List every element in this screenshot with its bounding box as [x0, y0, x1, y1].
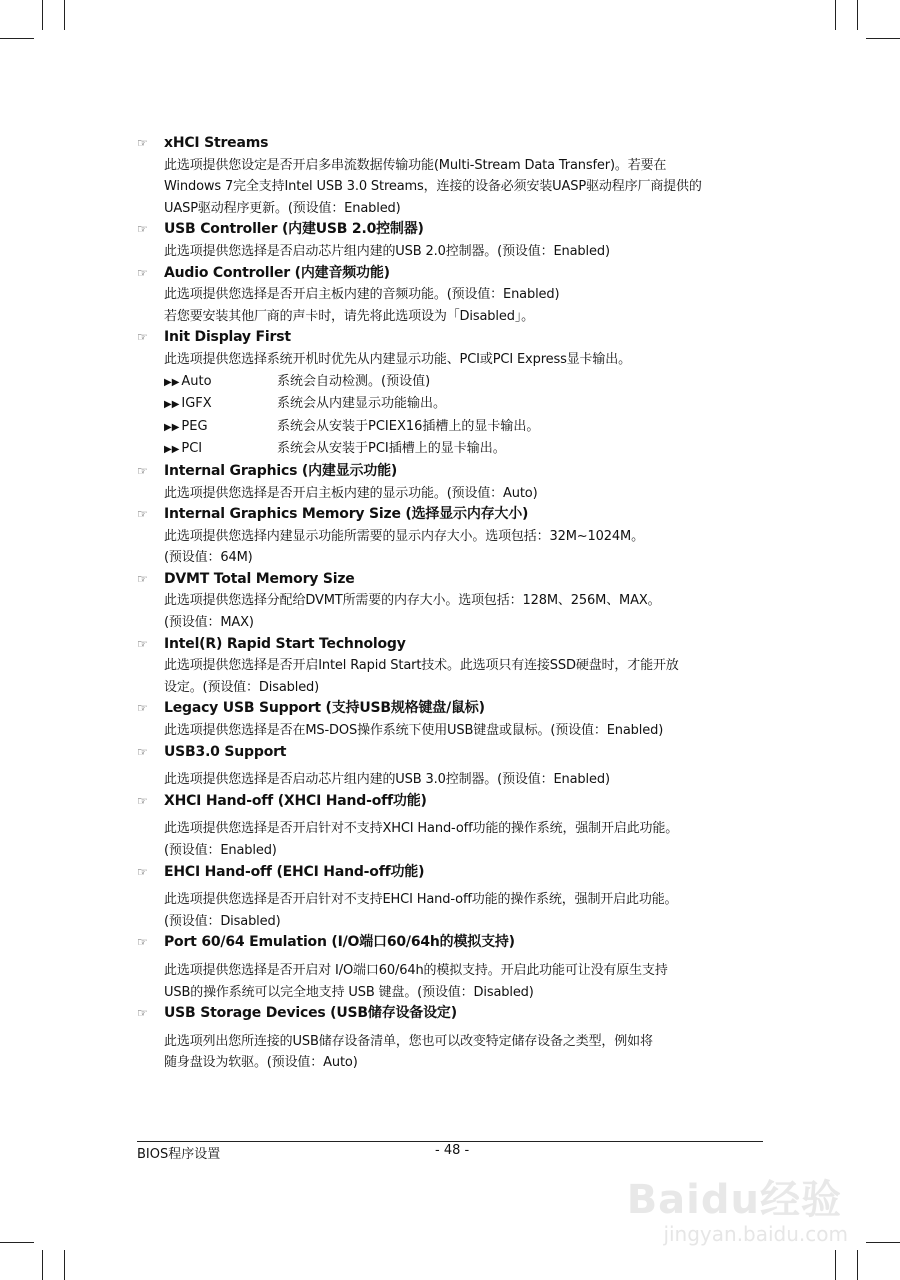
- option-description: 系统会自动检测。(预设值): [277, 373, 431, 389]
- pointing-hand-icon: ☞: [137, 571, 148, 586]
- pointing-hand-icon: ☞: [137, 1006, 148, 1021]
- crop-mark: [835, 1250, 836, 1280]
- setting-title: Port 60/64 Emulation (I/O端口60/64h的模拟支持): [164, 934, 515, 951]
- crop-mark: [0, 38, 34, 39]
- setting-title: xHCI Streams: [164, 135, 269, 151]
- setting-description: 此选项提供您选择是否启动芯片组内建的USB 3.0控制器。(预设值：Enabled): [164, 772, 610, 788]
- pointing-hand-icon: ☞: [137, 507, 148, 522]
- option-name: Auto: [181, 373, 212, 389]
- pointing-hand-icon: ☞: [137, 330, 148, 345]
- setting-item: [137, 133, 777, 219]
- setting-item: [137, 461, 777, 504]
- setting-item: [137, 263, 777, 328]
- double-arrow-icon: ▶▶: [164, 421, 180, 433]
- setting-description: 此选项提供您选择是否在MS-DOS操作系统下使用USB键盘或鼠标。(预设值：Enabled): [164, 723, 664, 739]
- setting-item: [137, 791, 777, 862]
- crop-mark: [64, 1250, 65, 1280]
- pointing-hand-icon: ☞: [137, 265, 148, 280]
- setting-item: [137, 862, 777, 933]
- setting-description: 此选项提供您设定是否开启多串流数据传输功能(Multi-Stream Data Transfer)。若要在: [164, 157, 667, 173]
- setting-description: 若您要安装其他厂商的声卡时，请先将此选项设为「Disabled」。: [164, 308, 535, 324]
- option-description: 系统会从内建显示功能输出。: [277, 396, 447, 412]
- setting-item: [137, 742, 777, 791]
- setting-item: [137, 634, 777, 699]
- setting-description: 此选项列出您所连接的USB储存设备清单，您也可以改变特定储存设备之类型，例如将: [164, 1033, 653, 1049]
- setting-title: EHCI Hand-off (EHCI Hand-off功能): [164, 863, 425, 880]
- option-row: [164, 416, 777, 439]
- setting-title: USB Controller (内建USB 2.0控制器): [164, 221, 424, 238]
- crop-mark: [857, 1250, 858, 1280]
- setting-item: [137, 327, 777, 461]
- option-name: PCI: [181, 441, 203, 457]
- setting-title: Internal Graphics Memory Size (选择显示内存大小): [164, 506, 529, 523]
- double-arrow-icon: ▶▶: [164, 376, 180, 388]
- setting-description: 此选项提供您选择是否开启对 I/O端口60/64h的模拟支持。开启此功能可让没有原生支持: [164, 962, 668, 978]
- option-name: PEG: [181, 418, 208, 434]
- setting-item: [137, 1003, 777, 1074]
- footer-section-title: BIOS程序设置: [137, 1147, 221, 1162]
- setting-description: 此选项提供您选择分配给DVMT所需要的内存大小。选项包括：128M、256M、MAX。: [164, 593, 661, 609]
- setting-description: 此选项提供您选择内建显示功能所需要的显示内存大小。选项包括：32M~1024M。: [164, 528, 644, 544]
- setting-description: 随身盘设为软驱。(预设值：Auto): [164, 1055, 358, 1071]
- crop-mark: [866, 1242, 900, 1243]
- setting-description: 此选项提供您选择是否开启主板内建的音频功能。(预设值：Enabled): [164, 287, 560, 303]
- pointing-hand-icon: ☞: [137, 222, 148, 237]
- crop-mark: [42, 0, 43, 30]
- setting-item: [137, 504, 777, 569]
- option-description: 系统会从安装于PCI插槽上的显卡输出。: [277, 441, 506, 457]
- setting-description: 此选项提供您选择是否开启针对不支持EHCI Hand-off功能的操作系统，强制开启此功能。: [164, 892, 678, 908]
- page-footer: [137, 1141, 763, 1162]
- bios-settings-list: [137, 133, 777, 1074]
- setting-description: (预设值：MAX): [164, 615, 254, 631]
- page-number: - 48 -: [435, 1143, 470, 1158]
- setting-description: UASP驱动程序更新。(预设值：Enabled): [164, 200, 401, 216]
- pointing-hand-icon: ☞: [137, 935, 148, 950]
- setting-description: (预设值：Enabled): [164, 843, 277, 858]
- option-description: 系统会从安装于PCIEX16插槽上的显卡输出。: [277, 418, 540, 434]
- setting-description: USB的操作系统可以完全地支持 USB 键盘。(预设值：Disabled): [164, 984, 534, 1000]
- setting-description: 此选项提供您选择是否开启主板内建的显示功能。(预设值：Auto): [164, 485, 538, 501]
- setting-title: Init Display First: [164, 329, 291, 346]
- setting-title: XHCI Hand-off (XHCI Hand-off功能): [164, 792, 427, 809]
- setting-title: Legacy USB Support (支持USB规格键盘/鼠标): [164, 700, 485, 717]
- setting-description: 此选项提供您选择是否开启针对不支持XHCI Hand-off功能的操作系统，强制开启此功能。: [164, 821, 679, 837]
- setting-description: 设定。(预设值：Disabled): [164, 679, 320, 695]
- setting-title: DVMT Total Memory Size: [164, 570, 355, 587]
- setting-description: (预设值：Disabled): [164, 913, 281, 929]
- setting-title: Audio Controller (内建音频功能): [164, 264, 390, 281]
- setting-description: 此选项提供您选择系统开机时优先从内建显示功能、PCI或PCI Express显卡输出。: [164, 351, 631, 367]
- option-row: [164, 371, 777, 394]
- pointing-hand-icon: ☞: [137, 864, 148, 879]
- crop-mark: [42, 1250, 43, 1280]
- crop-mark: [866, 38, 900, 39]
- crop-mark: [835, 0, 836, 30]
- setting-title: Intel(R) Rapid Start Technology: [164, 635, 406, 652]
- crop-mark: [857, 0, 858, 30]
- setting-title: Internal Graphics (内建显示功能): [164, 462, 398, 479]
- pointing-hand-icon: ☞: [137, 136, 148, 150]
- double-arrow-icon: ▶▶: [164, 399, 180, 411]
- pointing-hand-icon: ☞: [137, 463, 148, 478]
- setting-description: 此选项提供您选择是否启动芯片组内建的USB 2.0控制器。(预设值：Enabled): [164, 243, 610, 259]
- setting-title: USB3.0 Support: [164, 743, 287, 760]
- crop-mark: [64, 0, 65, 30]
- setting-description: 此选项提供您选择是否开启Intel Rapid Start技术。此选项只有连接SSD硬盘时，才能开放: [164, 658, 679, 674]
- setting-description: Windows 7完全支持Intel USB 3.0 Streams，连接的设备必须安装UASP驱动程序厂商提供的: [164, 179, 702, 195]
- pointing-hand-icon: ☞: [137, 636, 148, 651]
- double-arrow-icon: ▶▶: [164, 444, 180, 456]
- pointing-hand-icon: ☞: [137, 701, 148, 716]
- setting-item: [137, 219, 777, 262]
- baidu-watermark-url: jingyan.baidu.com: [663, 1222, 848, 1246]
- option-row: [164, 393, 777, 416]
- setting-item: [137, 569, 777, 634]
- setting-title: USB Storage Devices (USB储存设备设定): [164, 1005, 457, 1022]
- pointing-hand-icon: ☞: [137, 744, 148, 759]
- setting-item: [137, 698, 777, 741]
- option-name: IGFX: [181, 396, 212, 412]
- pointing-hand-icon: ☞: [137, 793, 148, 808]
- crop-mark: [0, 1242, 34, 1243]
- option-row: [164, 438, 777, 461]
- setting-description: (预设值：64M): [164, 550, 253, 566]
- setting-item: [137, 932, 777, 1003]
- baidu-watermark-logo: Baidu经验: [626, 1177, 842, 1223]
